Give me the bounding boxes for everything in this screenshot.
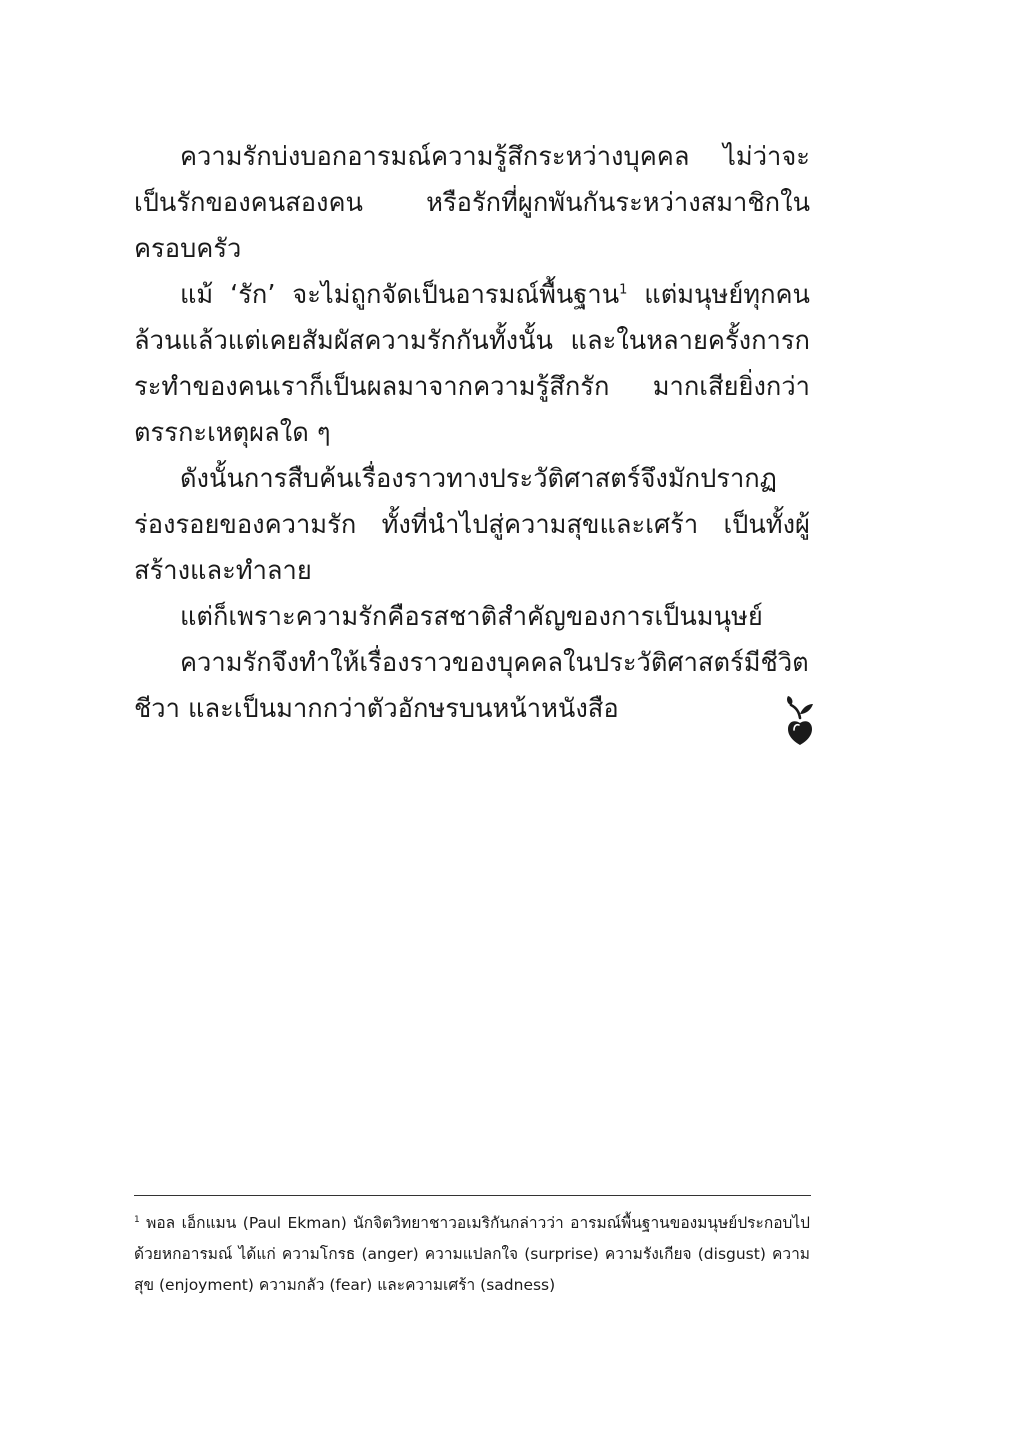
footnote (134, 1208, 810, 1301)
paragraph-5-text: ความรักจึงทำให้เรื่องราวของบุคคลในประวัติศาสตร์มีชีวิตชีวา และเป็นมากกว่าตัวอักษรบนหน้าหนังสือ (134, 648, 809, 724)
paragraph-2-text-before-note: แม้ ‘รัก’ จะไม่ถูกจัดเป็นอารมณ์พื้นฐาน (180, 280, 620, 310)
sprout-left-leaf (787, 696, 792, 705)
paragraph-2 (134, 272, 810, 456)
main-text (134, 134, 810, 732)
paragraph-2-text-after-note: แต่มนุษย์ทุกคนล้วนแล้วแต่เคยสัมผัสความรักกันทั้งนั้น และในหลายครั้งการกระทำของคนเราก็เป็นผลมาจากความรู้สึกรัก มากเสียยิ่งกว่าตรรกะเหตุผลใด ๆ (134, 280, 810, 448)
heart-shape (788, 721, 812, 745)
paragraph-3-text: ดังนั้นการสืบค้นเรื่องราวทางประวัติศาสตร์จึงมักปรากฏร่องรอยของความรัก ทั้งที่นำไปสู่ความสุขและเศร้า เป็นทั้งผู้สร้างและทำลาย (134, 464, 810, 586)
footnote-divider (134, 1195, 811, 1196)
footnote-text: พอล เอ็กแมน (Paul Ekman) นักจิตวิทยาชาวอเมริกันกล่าวว่า อารมณ์พื้นฐานของมนุษย์ประกอบไปด้วยหกอารมณ์ ได้แก่ ความโกรธ (anger) ความแปลกใจ (surprise) ความรังเกียจ (disgust) ความสุข (enjoyment) ความกลัว (fear) และความเศร้า (sadness) (134, 1214, 810, 1294)
paragraph-3 (134, 456, 810, 594)
footnote-number: 1 (134, 1214, 140, 1225)
sprout-right-leaf (800, 704, 813, 714)
paragraph-1 (134, 134, 810, 272)
paragraph-4 (134, 594, 810, 640)
heart-sprout-icon (786, 694, 814, 746)
paragraph-5 (134, 640, 810, 732)
footnote-reference[interactable]: 1 (619, 282, 628, 298)
paragraph-1-text: ความรักบ่งบอกอารมณ์ความรู้สึกระหว่างบุคคล ไม่ว่าจะเป็นรักของคนสองคน หรือรักที่ผูกพันกันระหว่างสมาชิกในครอบครัว (134, 142, 810, 264)
sprout-stem (791, 705, 800, 718)
paragraph-4-text: แต่ก็เพราะความรักคือรสชาติสำคัญของการเป็นมนุษย์ (180, 602, 763, 632)
